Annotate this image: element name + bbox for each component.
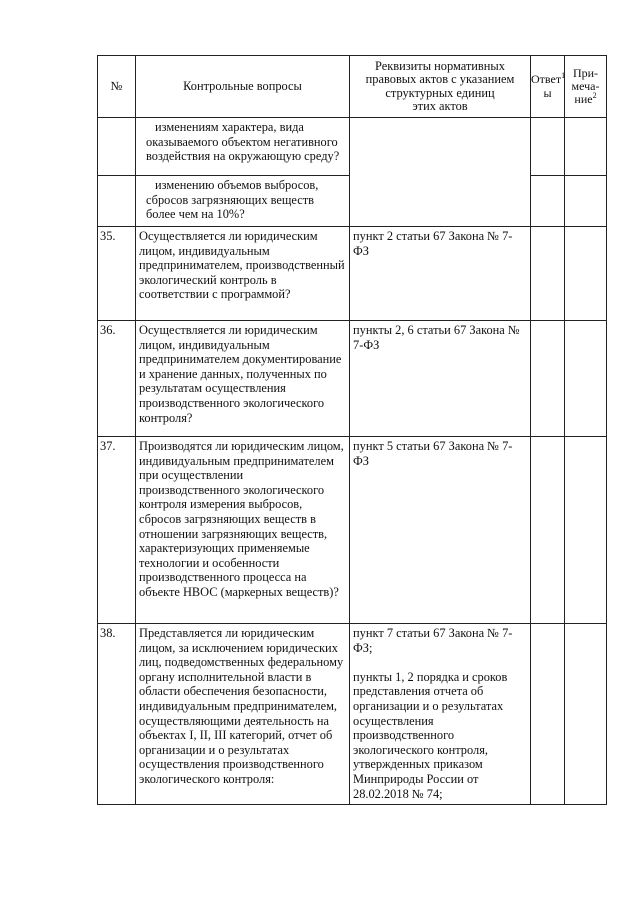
requisites-text: пункт 7 статьи 67 Закона № 7-ФЗ; [353, 626, 513, 655]
answer-cell [531, 118, 565, 176]
row-number: 36. [98, 321, 136, 437]
note-cell [565, 624, 607, 805]
question-text: изменению объемов выбросов, сбросов загрязняющих веществ более чем на 10%? [146, 178, 319, 222]
table-row [98, 227, 607, 321]
header-questions: Контрольные вопросы [136, 56, 350, 118]
question-cell: Осуществляется ли юридическим лицом, индивидуальным предпринимателем документирование и хранение данных, полученных по результатам осуществления производственного экологического контроля? [136, 321, 350, 437]
table-row [98, 437, 607, 624]
answer-cell [531, 321, 565, 437]
answer-cell [531, 624, 565, 805]
row-number: 35. [98, 227, 136, 321]
requisites-cell: пункт 2 статьи 67 Закона № 7-ФЗ [350, 227, 531, 321]
note-cell [565, 437, 607, 624]
row-number: 38. [98, 624, 136, 805]
note-cell [565, 118, 607, 176]
requisites-text-extra: пункты 1, 2 порядка и сроков представления отчета об организации и о результатах осуществления производственного экологического контроля, утвержденных приказом Минприроды России от 28.02.2018 № 74; [353, 669, 508, 801]
checklist-table [97, 55, 607, 805]
question-cell: Осуществляется ли юридическим лицом, индивидуальным предпринимателем, производственный экологический контроль в соответствии с программой? [136, 227, 350, 321]
header-answer-label: Ответ [531, 72, 562, 87]
header-answer [531, 56, 565, 118]
number-cell [98, 118, 136, 176]
header-requisites-line: правовых актов с указанием [365, 72, 515, 87]
header-note-line: ние [574, 92, 593, 107]
question-text: изменениям характера, вида оказываемого объектом негативного воздействия на окружающую среду? [146, 120, 340, 164]
question-cell: Производятся ли юридическим лицом, индивидуальным предпринимателем при осуществлении производственного экологического контроля измерения выбросов, сбросов загрязняющих веществ в отношении загрязняющих веществ, характеризующих применяемые технологии и особенности производственного процесса на объекте НВОС (маркерных веществ)? [136, 437, 350, 624]
footnote-mark: 2 [592, 91, 597, 101]
requisites-cell: пункты 2, 6 статьи 67 Закона № 7-ФЗ [350, 321, 531, 437]
header-requisites-line: этих актов [412, 98, 468, 113]
number-cell [98, 176, 136, 227]
note-cell [565, 227, 607, 321]
requisites-cell: пункт 5 статьи 67 Закона № 7-ФЗ [350, 437, 531, 624]
answer-cell [531, 437, 565, 624]
requisites-cell [350, 118, 531, 227]
question-cell [136, 118, 350, 176]
table-header-row [98, 56, 607, 118]
table-row [98, 321, 607, 437]
header-note-line: меча- [571, 78, 600, 93]
table-row [98, 624, 607, 805]
header-answer-tail: ы [543, 85, 552, 100]
answer-cell [531, 227, 565, 321]
table-row-continued-a [98, 118, 607, 176]
header-number: № [98, 56, 136, 118]
header-requisites [350, 56, 531, 118]
answer-cell [531, 176, 565, 227]
footnote-mark: 1 [561, 71, 566, 81]
requisites-cell [350, 624, 531, 805]
note-cell [565, 321, 607, 437]
header-note-line: При- [572, 65, 599, 80]
question-cell [136, 176, 350, 227]
header-requisites-line: Реквизиты нормативных [375, 59, 505, 74]
question-cell: Представляется ли юридическим лицом, за исключением юридических лиц, подведомственных федеральному органу исполнительной власти в области обеспечения безопасности, индивидуальным предпринимателем, осуществляющими деятельность на объектах I, II, III категорий, отчет об организации и о результатах осуществления производственного экологического контроля: [136, 624, 350, 805]
header-note [565, 56, 607, 118]
row-number: 37. [98, 437, 136, 624]
header-requisites-line: структурных единиц [385, 85, 495, 100]
note-cell [565, 176, 607, 227]
